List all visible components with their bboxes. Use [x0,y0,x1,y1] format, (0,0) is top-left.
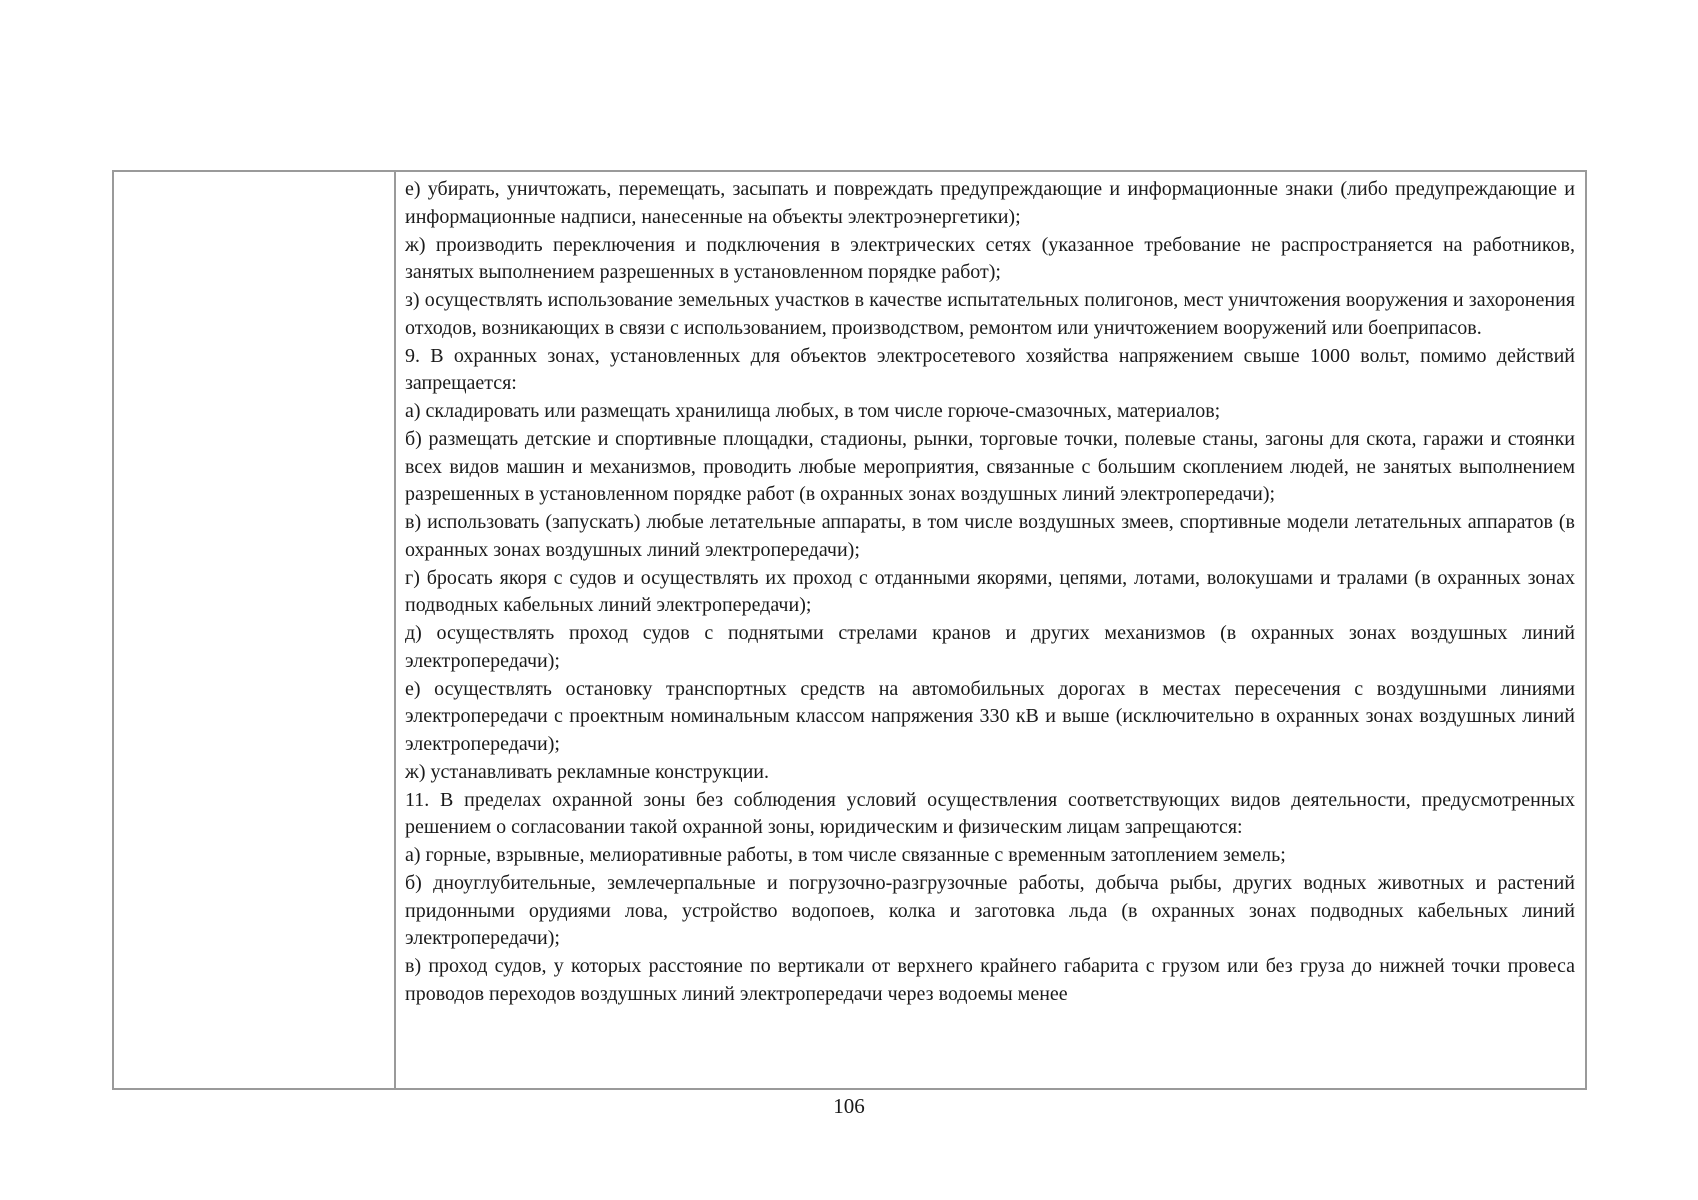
paragraph: б) размещать детские и спортивные площадки, стадионы, рынки, торговые точки, полевые станы, загоны для скота, гаражи и стоянки всех видов машин и механизмов, проводить любые мероприятия, связанные с большим скоплением людей, не занятых выполнением разрешенных в установленном порядке работ (в охранных зонах воздушных линий электропередачи); [405,427,1575,506]
paragraph: е) убирать, уничтожать, перемещать, засыпать и повреждать предупреждающие и информационные знаки (либо предупреждающие и информационные надписи, нанесенные на объекты электроэнергетики); [405,178,1575,228]
paragraph: а) складировать или размещать хранилища любых, в том числе горюче-смазочных, материалов; [405,400,1221,422]
paragraph: г) бросать якоря с судов и осуществлять их проход с отданными якорями, цепями, лотами, волокушами и тралами (в охранных зонах подводных кабельных линий электропередачи); [405,566,1575,617]
paragraph: б) дноуглубительные, землечерпальные и погрузочно-разгрузочные работы, добыча рыбы, других водных животных и растений придонными орудиями лова, устройство водопоев, колка и заготовка льда (в охранных зонах подводных кабельных линий электропередачи); [405,871,1575,950]
paragraph: д) осуществлять проход судов с поднятыми стрелами кранов и других механизмов (в охранных зонах воздушных линий электропередачи); [405,622,1575,672]
paragraph: в) проход судов, у которых расстояние по вертикали от верхнего крайнего габарита с грузом или без груза до нижней точки провеса проводов переходов воздушных линий электропередачи через водоемы менее [405,955,1575,1005]
paragraph: в) использовать (запускать) любые летательные аппараты, в том числе воздушных змеев, спортивные модели летательных аппаратов (в охранных зонах воздушных линий электропередачи); [405,511,1575,561]
paragraph: 9. В охранных зонах, установленных для объектов электросетевого хозяйства напряжением свыше 1000 вольт, помимо действий запрещается: [405,344,1575,395]
paragraph: з) осуществлять использование земельных участков в качестве испытательных полигонов, мест уничтожения вооружения и захоронения отходов, возникающих в связи с использованием, производством, ремонтом или уничтожением вооружений или боеприпасов. [405,289,1575,339]
paragraph: а) горные, взрывные, мелиоративные работы, в том числе связанные с временным затоплением земель; [405,844,1286,866]
page-number: 106 [833,1094,865,1118]
table-left-cell [114,172,396,1088]
paragraph: ж) устанавливать рекламные конструкции. [405,760,770,783]
paragraph: 11. В пределах охранной зоны без соблюдения условий осуществления соответствующих видов деятельности, предусмотренных решением о согласовании такой охранной зоны, юридическим и физическим лицам запрещаются: [405,788,1575,839]
document-table [112,170,1587,1090]
paragraph: е) осуществлять остановку транспортных средств на автомобильных дорогах в местах пересечения с воздушными линиями электропередачи с проектным номинальным классом напряжения 330 кВ и выше (исключительно в охранных зонах воздушных линий электропередачи); [405,677,1575,755]
paragraph: ж) производить переключения и подключения в электрических сетях (указанное требование не распространяется на работников, занятых выполнением разрешенных в установленном порядке работ); [405,233,1575,284]
table-right-cell [396,172,1585,1088]
